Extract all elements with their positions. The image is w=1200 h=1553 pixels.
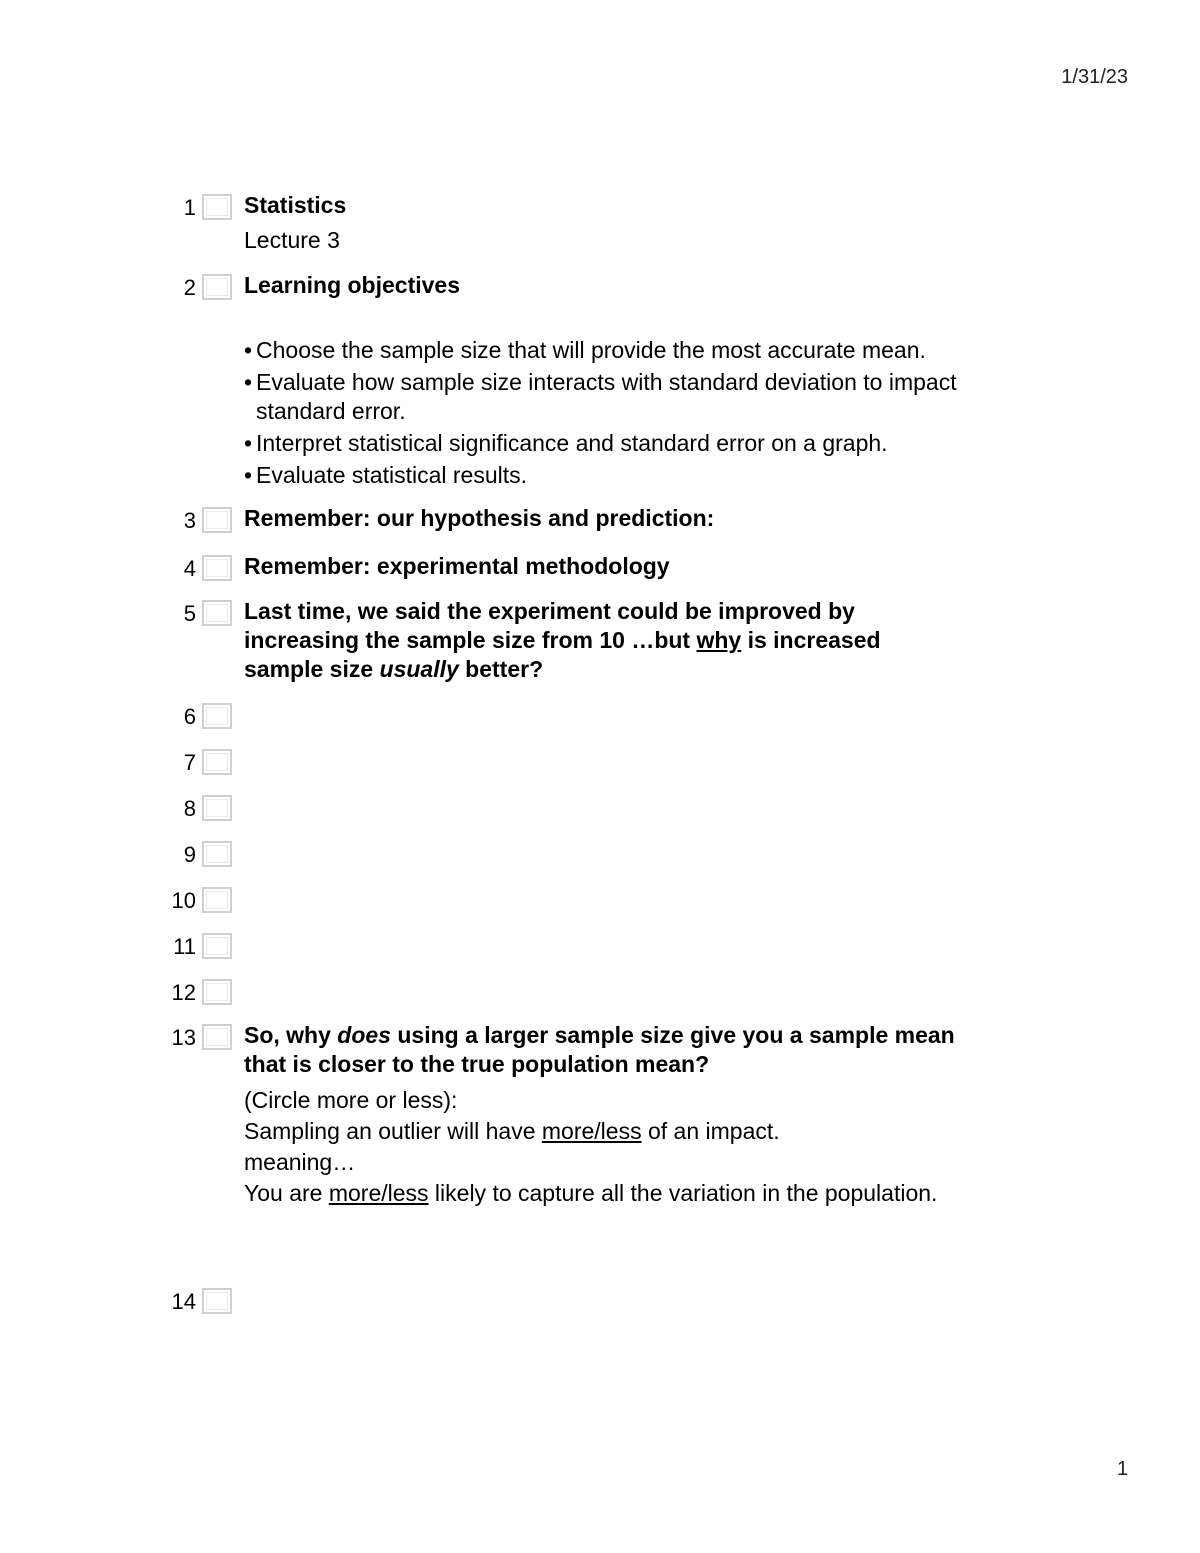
- slide-number: 12: [171, 980, 196, 1005]
- objective-item: • Evaluate statistical results.: [244, 461, 1004, 490]
- slide-number: 1: [183, 195, 196, 220]
- slide-number: 8: [183, 796, 196, 821]
- slide-thumbnail[interactable]: [202, 507, 232, 533]
- title-text: using a larger sample size give you a sample mean that is closer to the true population mean?: [244, 1022, 955, 1077]
- title-text: Last time, we said the experiment could be improved by increasing the sample size from 10 …but: [244, 598, 855, 653]
- slide-number: 10: [171, 888, 196, 913]
- slide-thumbnail[interactable]: [202, 1024, 232, 1050]
- slide-title: Remember: our hypothesis and prediction:: [244, 505, 715, 531]
- slide-thumbnail[interactable]: [202, 1288, 232, 1314]
- title-text: better?: [458, 656, 544, 682]
- slide-thumbnail[interactable]: [202, 887, 232, 913]
- answer-line: [244, 1116, 964, 1147]
- slide-thumbnail[interactable]: [202, 979, 232, 1005]
- meaning-text: meaning…: [244, 1149, 356, 1175]
- slide-thumbnail[interactable]: [202, 841, 232, 867]
- slide-number: 6: [183, 704, 196, 729]
- title-italic-text: usually: [379, 656, 459, 682]
- slide-thumbnail[interactable]: [202, 194, 232, 220]
- circle-choice: more/less: [541, 1118, 642, 1144]
- slide-number: 11: [173, 934, 196, 959]
- objective-item: • Evaluate how sample size interacts with standard deviation to impact standard error.: [244, 368, 1004, 426]
- slide-number: 9: [183, 842, 196, 867]
- slide-thumbnail[interactable]: [202, 933, 232, 959]
- slide-title: Statistics: [244, 192, 347, 218]
- answer-text: You are: [244, 1180, 329, 1206]
- objective-item: • Interpret statistical significance and standard error on a graph.: [244, 429, 1004, 458]
- slide-number: 3: [183, 508, 196, 533]
- title-italic-text: does: [337, 1022, 391, 1048]
- slide-subtitle: Lecture 3: [244, 227, 340, 253]
- objective-item: • Choose the sample size that will provide the most accurate mean.: [244, 336, 1004, 365]
- answer-text: Sampling an outlier will have: [244, 1118, 542, 1144]
- circle-choice: more/less: [328, 1180, 429, 1206]
- answer-text: of an impact.: [641, 1118, 780, 1144]
- slide-number: 7: [183, 750, 196, 775]
- slide-number: 4: [183, 556, 196, 581]
- slide-thumbnail[interactable]: [202, 555, 232, 581]
- header-date: 1/31/23: [1061, 66, 1128, 88]
- slide-title: Learning objectives: [244, 272, 461, 298]
- slide-number: 2: [183, 275, 196, 300]
- slide-title: [244, 1021, 964, 1079]
- objectives-list: [244, 336, 1004, 490]
- title-text: So, why: [244, 1022, 338, 1048]
- slide-number: 13: [171, 1025, 196, 1050]
- slide-thumbnail[interactable]: [202, 274, 232, 300]
- title-text: is increased sample size: [244, 627, 881, 682]
- title-underlined-text: why: [696, 627, 742, 653]
- slide-title: [244, 597, 964, 684]
- instruction-text: (Circle more or less):: [244, 1087, 458, 1113]
- slide-number: 14: [171, 1289, 196, 1314]
- slide-thumbnail[interactable]: [202, 795, 232, 821]
- slide-thumbnail[interactable]: [202, 600, 232, 626]
- slide-thumbnail[interactable]: [202, 749, 232, 775]
- slide-title: Remember: experimental methodology: [244, 553, 670, 579]
- slide-thumbnail[interactable]: [202, 703, 232, 729]
- slide-number: 5: [183, 601, 196, 626]
- answer-text: likely to capture all the variation in the population.: [428, 1180, 938, 1206]
- page-number: 1: [1117, 1458, 1129, 1480]
- answer-line: [244, 1178, 964, 1209]
